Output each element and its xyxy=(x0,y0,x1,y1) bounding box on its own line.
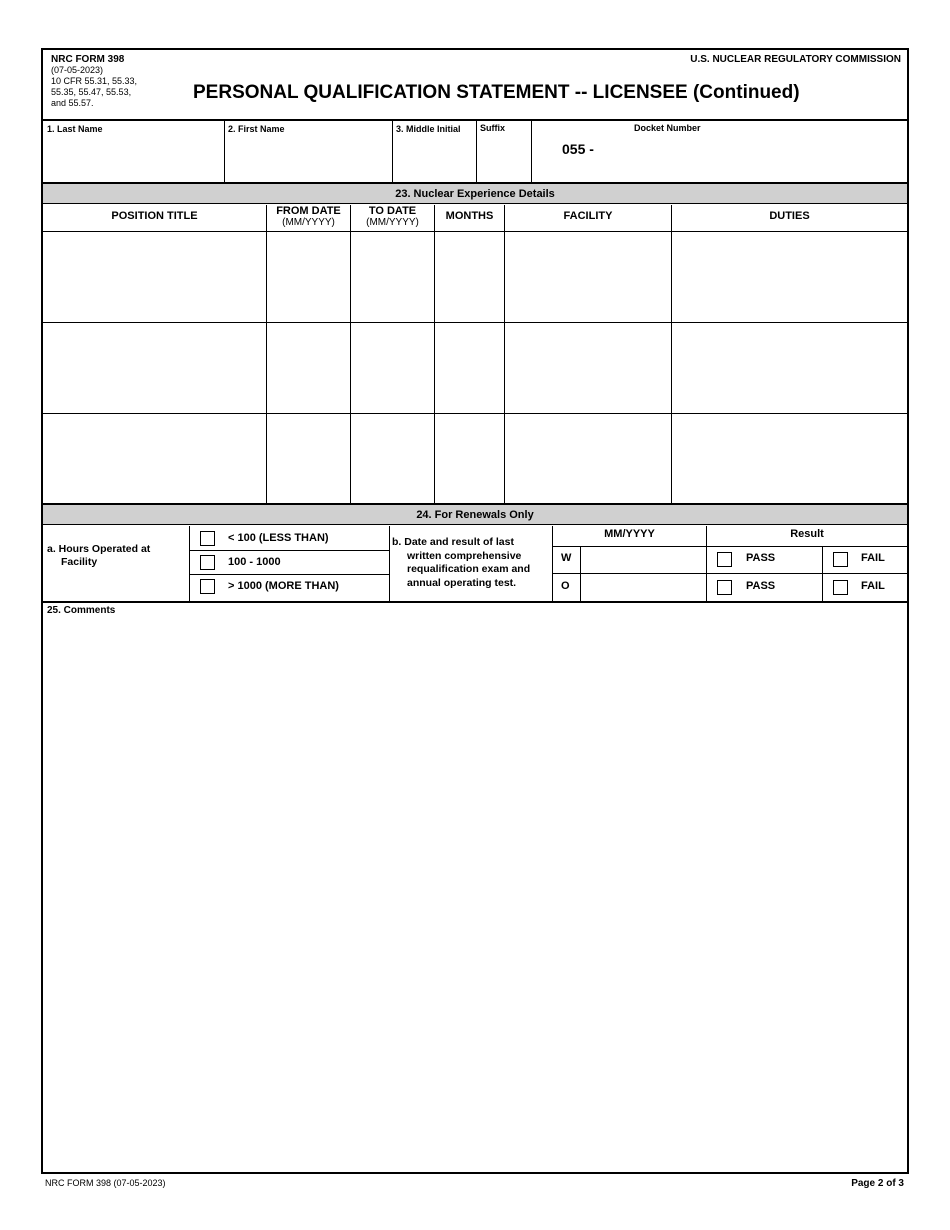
hours-label-line-1: a. Hours Operated at xyxy=(47,543,151,555)
comments-field[interactable] xyxy=(45,620,905,1170)
first-name-label: 2. First Name xyxy=(228,124,285,134)
section-25-top-rule xyxy=(43,601,907,603)
form-date: (07-05-2023) xyxy=(51,65,104,75)
hours-gt-1000-label: > 1000 (MORE THAN) xyxy=(228,580,339,592)
experience-row[interactable] xyxy=(43,414,907,503)
col-to-date xyxy=(351,205,434,229)
middle-initial-field[interactable] xyxy=(395,136,473,180)
divider xyxy=(392,121,393,183)
divider xyxy=(552,573,907,574)
header-divider xyxy=(43,119,907,121)
col-from-date xyxy=(267,205,350,229)
form-id-block xyxy=(51,54,137,109)
hours-lt-100-checkbox[interactable] xyxy=(200,531,215,546)
suffix-field[interactable] xyxy=(479,136,528,180)
exam-label-line-2: written comprehensive xyxy=(407,549,522,562)
written-pass-label: PASS xyxy=(746,552,776,564)
section-24-header: 24. For Renewals Only xyxy=(43,505,907,525)
col-facility: FACILITY xyxy=(563,210,613,222)
operating-pass-label: PASS xyxy=(746,580,776,592)
written-exam-date-field[interactable] xyxy=(582,548,705,572)
hours-lt-100-label: < 100 (LESS THAN) xyxy=(228,532,329,544)
form-id: NRC FORM 398 xyxy=(51,54,125,65)
written-fail-label: FAIL xyxy=(861,552,885,564)
written-exam-code: W xyxy=(561,552,572,564)
hours-gt-1000-checkbox[interactable] xyxy=(200,579,215,594)
footer-form-ref: NRC FORM 398 (07-05-2023) xyxy=(45,1178,166,1188)
col-to-date-label: TO DATE xyxy=(368,205,417,217)
divider xyxy=(552,546,907,547)
cfr-line-1: 10 CFR 55.31, 55.33, xyxy=(51,76,138,86)
cfr-line-3: and 55.57. xyxy=(51,98,94,108)
divider xyxy=(476,121,477,183)
operating-test-code: O xyxy=(561,580,570,592)
docket-number-field[interactable] xyxy=(603,136,903,180)
result-header: Result xyxy=(790,528,824,540)
cfr-line-2: 55.35, 55.47, 55.53, xyxy=(51,87,132,97)
exam-label-line-3: requalification exam and xyxy=(407,563,531,575)
col-position-title: POSITION TITLE xyxy=(111,210,198,222)
col-to-date-format: (MM/YYYY) xyxy=(366,217,419,228)
section-23-header: 23. Nuclear Experience Details xyxy=(43,184,907,204)
experience-row[interactable] xyxy=(43,323,907,413)
written-pass-checkbox[interactable] xyxy=(717,552,732,567)
operating-fail-checkbox[interactable] xyxy=(833,580,848,595)
docket-prefix: 055 - xyxy=(562,141,594,157)
agency-name: U.S. NUCLEAR REGULATORY COMMISSION xyxy=(690,54,901,65)
written-fail-checkbox[interactable] xyxy=(833,552,848,567)
suffix-label: Suffix xyxy=(480,123,506,133)
page-number: Page 2 of 3 xyxy=(851,1178,904,1189)
divider xyxy=(189,526,190,601)
middle-initial-label: 3. Middle Initial xyxy=(396,124,461,134)
divider xyxy=(531,121,532,183)
col-duties: DUTIES xyxy=(769,210,810,222)
comments-label: 25. Comments xyxy=(47,605,116,616)
divider xyxy=(224,121,225,183)
first-name-field[interactable] xyxy=(227,136,389,180)
col-from-date-label: FROM DATE xyxy=(276,205,341,217)
exam-label-line-1: b. Date and result of last xyxy=(392,536,514,548)
last-name-label: 1. Last Name xyxy=(47,124,103,134)
hours-100-1000-checkbox[interactable] xyxy=(200,555,215,570)
date-header: MM/YYYY xyxy=(604,528,655,540)
docket-label: Docket Number xyxy=(634,123,701,133)
divider xyxy=(189,550,389,551)
exam-label xyxy=(392,536,530,590)
hours-label-line-2: Facility xyxy=(61,556,98,568)
form-frame xyxy=(41,48,909,1174)
hours-label xyxy=(47,543,150,569)
exam-label-line-4: annual operating test. xyxy=(407,576,517,589)
operating-pass-checkbox[interactable] xyxy=(717,580,732,595)
col-from-date-format: (MM/YYYY) xyxy=(282,217,335,228)
last-name-field[interactable] xyxy=(45,136,221,180)
divider xyxy=(389,526,390,601)
operating-fail-label: FAIL xyxy=(861,580,885,592)
col-months: MONTHS xyxy=(445,210,494,222)
experience-row[interactable] xyxy=(43,232,907,322)
operating-test-date-field[interactable] xyxy=(582,575,705,600)
hours-100-1000-label: 100 - 1000 xyxy=(228,556,281,568)
divider xyxy=(189,574,389,575)
form-title: PERSONAL QUALIFICATION STATEMENT -- LICENSEE (Continued) xyxy=(193,82,800,103)
